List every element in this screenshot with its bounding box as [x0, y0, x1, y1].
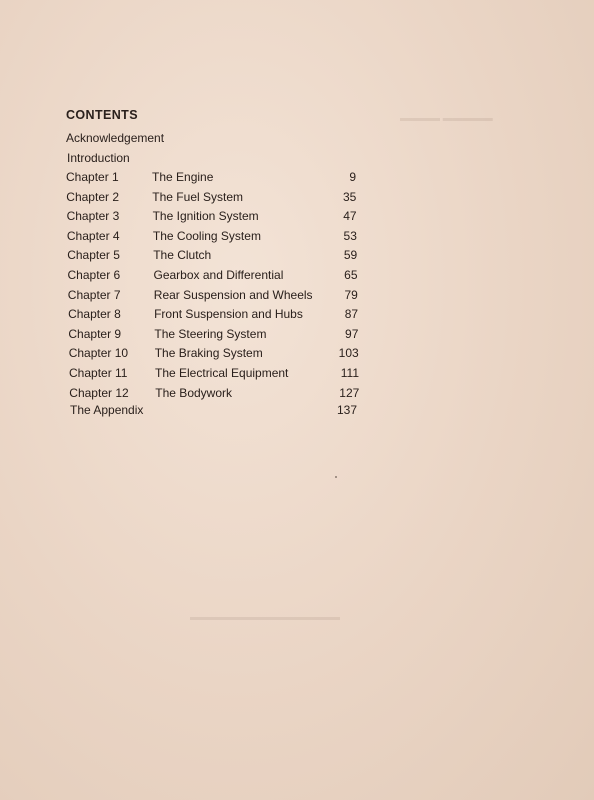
toc-appendix — [70, 403, 360, 419]
toc-row — [68, 307, 368, 323]
toc-row — [68, 268, 368, 284]
toc-chapter-label: Chapter 11 — [69, 366, 128, 380]
toc-row — [69, 366, 369, 382]
toc-row — [69, 346, 369, 362]
toc-chapter-title: The Electrical Equipment — [155, 366, 289, 380]
toc-chapter-page: 59 — [343, 248, 358, 263]
toc-row — [69, 386, 369, 402]
toc-chapter-title: Front Suspension and Hubs — [154, 307, 303, 322]
toc-chapter-title: The Fuel System — [152, 189, 243, 204]
toc-chapter-label: Chapter 7 — [67, 287, 121, 302]
toc-chapter-page: 9 — [349, 170, 356, 184]
toc-chapter-label: Chapter 2 — [66, 189, 119, 204]
front-matter-introduction: Introduction — [67, 151, 130, 165]
toc-chapter-label: Chapter 12 — [69, 385, 129, 400]
toc-row — [68, 288, 368, 304]
page-title: CONTENTS — [66, 108, 138, 122]
toc-chapter-label: Chapter 3 — [66, 209, 120, 224]
toc-chapter-page: 53 — [343, 228, 357, 243]
toc-row — [67, 229, 367, 245]
toc-appendix-page: 137 — [336, 403, 357, 417]
bleed-through-text: ▬▬▬▬ ▬▬▬▬▬ — [400, 113, 493, 124]
toc-row — [67, 248, 367, 264]
toc-row — [67, 209, 367, 225]
toc-chapter-title: The Engine — [152, 170, 214, 184]
toc-row — [68, 327, 368, 343]
toc-chapter-label: Chapter 6 — [67, 268, 121, 282]
toc-chapter-title: The Cooling System — [152, 228, 261, 243]
toc-chapter-title: The Clutch — [153, 248, 212, 263]
toc-chapter-page: 87 — [344, 307, 359, 322]
toc-chapter-page: 97 — [345, 326, 359, 341]
toc-chapter-title: The Braking System — [154, 346, 263, 361]
toc-chapter-title: The Ignition System — [152, 209, 259, 224]
toc-chapter-page: 47 — [343, 209, 357, 224]
toc-chapter-title: The Bodywork — [155, 385, 232, 400]
paper-speck — [335, 476, 337, 478]
toc-chapter-label: Chapter 9 — [68, 326, 122, 341]
toc-chapter-label: Chapter 5 — [67, 248, 120, 263]
toc-row — [66, 170, 366, 186]
toc-row — [66, 190, 366, 206]
toc-chapter-page: 65 — [344, 268, 358, 282]
front-matter-acknowledgement: Acknowledgement — [66, 131, 165, 145]
toc-chapter-title: Gearbox and Differential — [153, 268, 284, 282]
toc-chapter-title: The Steering System — [154, 326, 267, 341]
toc-chapter-label: Chapter 4 — [66, 228, 120, 243]
bleed-through-text: ▬▬▬▬▬▬▬▬▬▬▬▬▬▬▬ — [190, 612, 340, 623]
toc-chapter-page: 103 — [338, 346, 359, 361]
toc-chapter-label: Chapter 10 — [68, 346, 129, 361]
toc-chapter-page: 79 — [344, 287, 358, 302]
toc-chapter-title: Rear Suspension and Wheels — [153, 287, 313, 302]
toc-chapter-page: 127 — [339, 385, 360, 400]
toc-chapter-label: Chapter 1 — [66, 170, 119, 184]
toc-chapter-page: 35 — [342, 189, 357, 204]
toc-chapter-page: 111 — [340, 366, 359, 380]
toc-chapter-label: Chapter 8 — [68, 307, 121, 322]
toc-appendix-label: The Appendix — [70, 403, 144, 417]
